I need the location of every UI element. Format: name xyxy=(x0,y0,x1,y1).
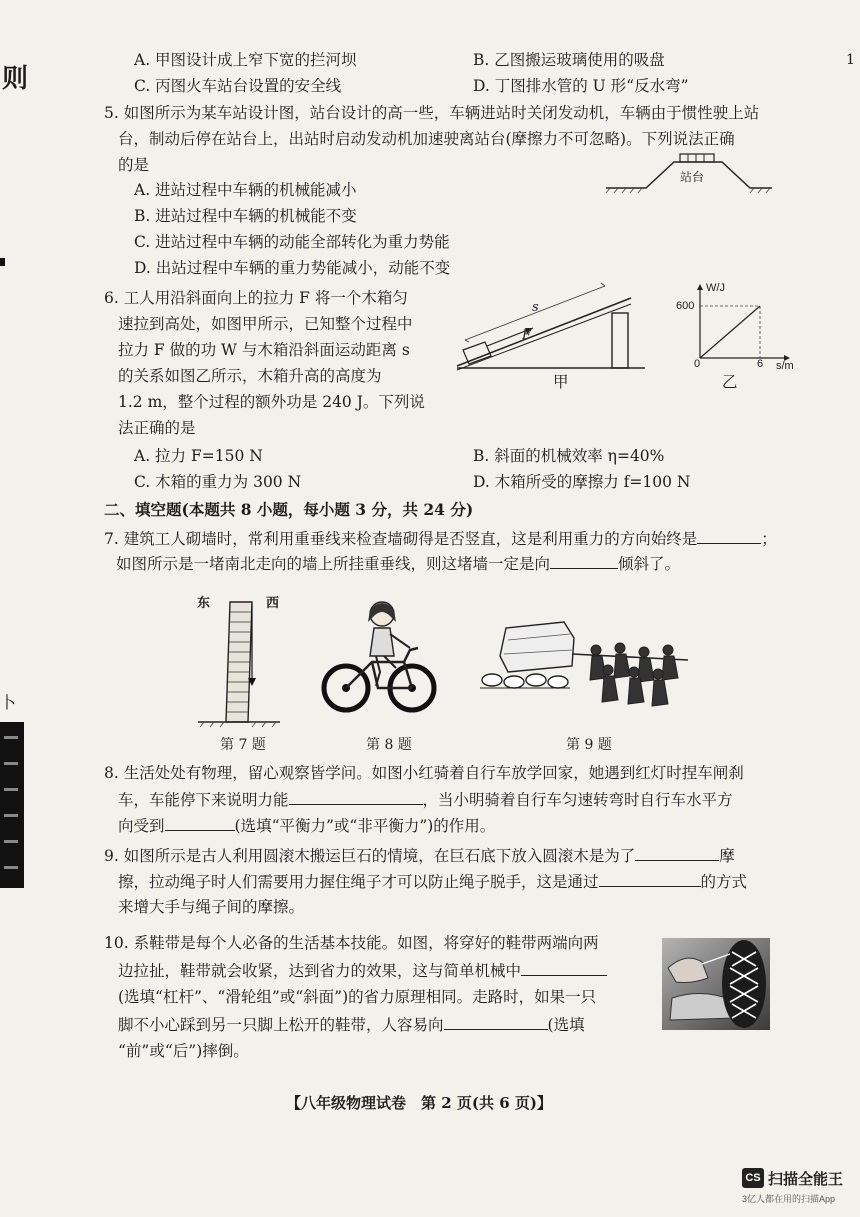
q10-blank-2[interactable] xyxy=(444,1014,548,1030)
q9-line1-end: 摩 xyxy=(719,847,735,865)
graph-x-tick: 6 xyxy=(757,358,764,370)
q8-line2-rest: ，当小明骑着自行车匀速转弯时自行车水平方 xyxy=(422,791,733,809)
q7-line2 xyxy=(116,553,680,574)
q8-line2 xyxy=(118,789,733,810)
q8-blank-2[interactable] xyxy=(165,815,235,831)
wall-label-west: 西 xyxy=(266,596,280,611)
fig-label-jia: 甲 xyxy=(553,373,569,391)
q7-line1 xyxy=(104,528,777,549)
q7-line2-end: 倾斜了。 xyxy=(618,555,681,573)
fig-label-yi: 乙 xyxy=(722,373,738,391)
page-footer: 【八年级物理试卷 第 2 页(共 6 页)】 xyxy=(286,1094,552,1112)
q4-option-c: C. 丙图火车站台设置的安全线 xyxy=(134,77,342,95)
q9-blank-1[interactable] xyxy=(635,845,719,861)
q6-stem-line5: 1.2 m，整个过程的额外功是 240 J。下列说 xyxy=(118,393,425,411)
q5-stem-line1: 5. 如图所示为某车站设计图，站台设计的高一些，车辆进站时关闭发动机，车辆由于惯性驶上站 xyxy=(104,104,760,122)
q5-option-a: A. 进站过程中车辆的机械能减小 xyxy=(134,181,357,199)
cyclist-figure xyxy=(320,596,440,716)
q8-line3-text: 向受到 xyxy=(118,817,165,835)
scanner-app-name: 扫描全能王 xyxy=(768,1171,844,1188)
q5-stem-line2: 台，制动后停在站台上，出站时启动发动机加速驶离站台(摩擦力不可忽略)。下列说法正确 xyxy=(118,130,735,148)
q9-line3: 来增大手与绳子间的摩擦。 xyxy=(118,898,305,916)
q8-line3-rest: (选填“平衡力”或“非平衡力”)的作用。 xyxy=(234,817,496,835)
q10-line2-text: 边拉扯，鞋带就会收紧，达到省力的效果，这与简单机械中 xyxy=(118,962,522,980)
q5-option-c: C. 进站过程中车辆的动能全部转化为重力势能 xyxy=(134,233,450,251)
q6-option-b: B. 斜面的机械效率 η=40% xyxy=(473,447,665,465)
q9-line2-end: 的方式 xyxy=(700,873,748,891)
q9-line1 xyxy=(104,845,735,866)
q8-line1: 8. 生活处处有物理，留心观察皆学问。如图小红骑着自行车放学回家，她遇到红灯时捏车闸刹 xyxy=(104,764,744,782)
margin-dot xyxy=(0,258,5,266)
q6-option-d: D. 木箱所受的摩擦力 f=100 N xyxy=(473,473,691,491)
q10-line3: (选填“杠杆”、“滑轮组”或“斜面”)的省力原理相同。走路时，如果一只 xyxy=(118,988,597,1006)
wall-label-east: 东 xyxy=(197,596,211,611)
q7-line1-text: 7. 建筑工人砌墙时，常利用重垂线来检查墙砌得是否竖直，这是利用重力的方向始终是 xyxy=(104,530,698,548)
q10-line1: 10. 系鞋带是每个人必备的生活基本技能。如图，将穿好的鞋带两端向两 xyxy=(104,934,599,952)
q8-line2-text: 车，车能停下来说明力能 xyxy=(118,791,289,809)
boulder-logs-figure xyxy=(478,620,698,720)
q6-stem-line1: 6. 工人用沿斜面向上的拉力 F 将一个木箱匀 xyxy=(104,289,408,307)
q4-option-d: D. 丁图排水管的 U 形“反水弯” xyxy=(473,77,689,95)
work-distance-graph xyxy=(690,282,800,368)
graph-y-tick: 600 xyxy=(676,300,695,312)
incline-diagram xyxy=(455,280,655,374)
scanner-logo-icon: CS xyxy=(742,1168,764,1188)
q10-line4 xyxy=(118,1014,585,1035)
q7-line2-text: 如图所示是一堵南北走向的墙上所挂重垂线，则这堵墙一定是向 xyxy=(116,555,551,573)
section-fill-in-title: 二、填空题(本题共 8 小题，每小题 3 分，共 24 分) xyxy=(104,500,474,519)
wall-figure xyxy=(196,600,286,728)
caption-fig9: 第 9 题 xyxy=(566,737,612,753)
graph-xlabel: s/m xyxy=(776,360,794,372)
q4-option-a: A. 甲图设计成上窄下宽的拦河坝 xyxy=(134,51,357,69)
q6-stem-line4: 的关系如图乙所示，木箱升高的高度为 xyxy=(118,367,382,385)
q10-line5: “前”或“后”)摔倒。 xyxy=(118,1042,249,1060)
incline-label-s: s xyxy=(532,300,539,315)
corner-number: 1 xyxy=(846,52,855,68)
q6-stem-line2: 速拉到高处，如图甲所示，已知整个过程中 xyxy=(118,315,413,333)
margin-binding-strip xyxy=(0,722,24,888)
station-label: 站台 xyxy=(680,170,705,184)
q10-line4-text: 脚不小心踩到另一只脚上松开的鞋带，人容易向 xyxy=(118,1016,444,1034)
graph-origin: 0 xyxy=(694,358,701,370)
margin-left-char: 则 xyxy=(2,64,29,94)
q6-stem-line6: 法正确的是 xyxy=(118,419,196,437)
q8-line3 xyxy=(118,815,495,836)
q9-line1-text: 9. 如图所示是古人利用圆滚木搬运巨石的情境，在巨石底下放入圆滚木是为了 xyxy=(104,847,636,865)
q5-option-b: B. 进站过程中车辆的机械能不变 xyxy=(134,207,357,225)
q9-blank-2[interactable] xyxy=(599,871,701,887)
q9-line2 xyxy=(118,871,747,892)
incline-label-F: F xyxy=(522,328,532,343)
q5-option-d: D. 出站过程中车辆的重力势能减小，动能不变 xyxy=(134,259,451,277)
caption-fig7: 第 7 题 xyxy=(220,737,266,753)
caption-fig8: 第 8 题 xyxy=(366,737,412,753)
q10-blank-1[interactable] xyxy=(521,960,607,976)
q7-blank-2[interactable] xyxy=(550,553,618,569)
q9-line2-text: 擦，拉动绳子时人们需要用力握住绳子才可以防止绳子脱手，这是通过 xyxy=(118,873,599,891)
q6-option-a: A. 拉力 F=150 N xyxy=(134,447,263,465)
q7-line1-end: ； xyxy=(761,530,777,548)
margin-small-char: 卜 xyxy=(0,693,17,712)
q6-stem-line3: 拉力 F 做的功 W 与木箱沿斜面运动距离 s xyxy=(118,341,410,359)
q10-line4-end: (选填 xyxy=(547,1016,585,1034)
q5-stem-line3: 的是 xyxy=(118,156,150,174)
q8-blank-1[interactable] xyxy=(289,789,423,805)
graph-ylabel: W/J xyxy=(706,282,725,294)
scanner-tagline: 3亿人都在用的扫描App xyxy=(742,1194,836,1204)
q6-option-c: C. 木箱的重力为 300 N xyxy=(134,473,302,491)
q10-line2 xyxy=(118,960,607,981)
q4-option-b: B. 乙图搬运玻璃使用的吸盘 xyxy=(473,51,665,69)
q7-blank-1[interactable] xyxy=(697,528,761,544)
shoelace-photo xyxy=(662,938,770,1030)
